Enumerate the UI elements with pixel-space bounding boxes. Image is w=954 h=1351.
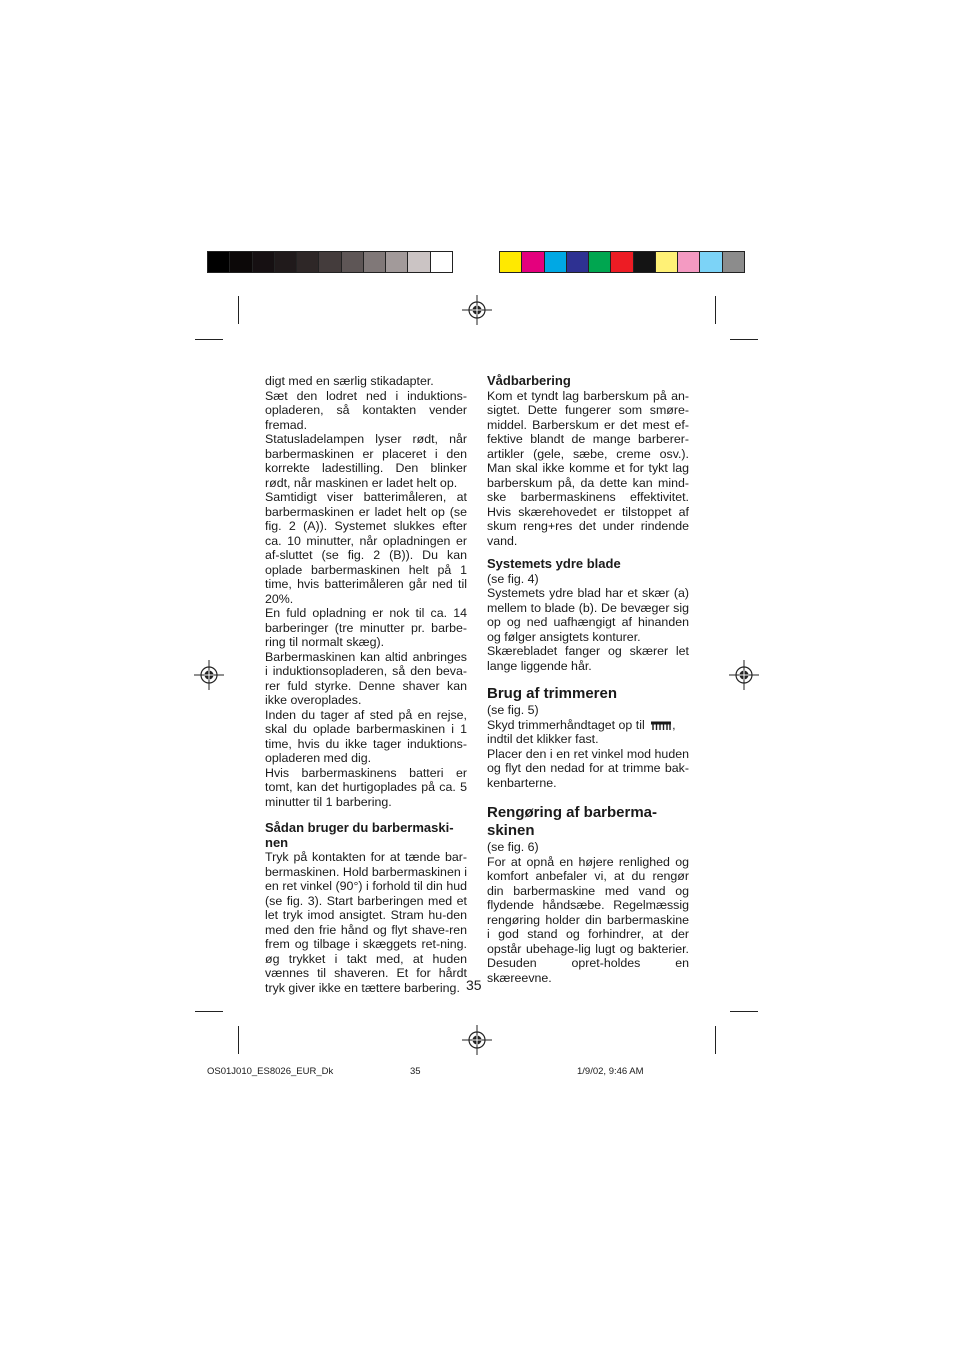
paragraph: Hvis barbermaskinens batteri er tomt, kan det hurtigoplades på ca. 5 minutter til 1 barbering. [265, 765, 467, 809]
paragraph: Systemets ydre blad har et skær (a) mellem to blade (b). De bevæger sig op og ned uafhængigt af hinanden og følger ansigtets konturer. [487, 586, 689, 644]
color-swatch [230, 252, 252, 272]
color-swatch [700, 252, 722, 272]
footer-page: 35 [410, 1066, 421, 1077]
paragraph: Statusladelampen lyser rødt, når barbermaskinen er placeret i den korrekte ladestilling. Den blinker rødt, når maskinen er ladet helt op. [265, 432, 467, 490]
trimmer-symbol-icon [650, 721, 672, 730]
color-control-bar [499, 251, 745, 273]
section-heading-outer-blades: Systemets ydre blade [487, 556, 621, 571]
color-swatch [431, 252, 452, 272]
paragraph: digt med en særlig stikadapter. [265, 374, 434, 388]
color-swatch [500, 252, 522, 272]
color-swatch [678, 252, 700, 272]
crop-mark [730, 1011, 758, 1012]
color-swatch [208, 252, 230, 272]
paragraph: Tryk på kontakten for at tænde bar-bermaskinen. Hold barbermaskinen i en ret vinkel (90°) i forhold til din hud (se fig. 3). Start barberingen med et let tryk imod ansigtet. Stram hu-den med den frie hånd og flyt shave-ren frem og tilbage i skæggets ret-ning. øg trykket i takt med, at huden vænnes til shaveren. Et for hårdt tryk giver ikke en tættere barbering. [265, 850, 467, 995]
figure-reference: (se fig. 5) [487, 703, 539, 717]
registration-mark-icon [194, 660, 224, 690]
figure-reference: (se fig. 4) [487, 571, 539, 586]
right-text-column [487, 374, 689, 985]
paragraph: Kom et tyndt lag barberskum på an-sigtet. Dette fungerer som smøre-middel. Barberskum er det mest ef-fektive blandt de mange barberer-artikler (gele, sæbe, creme osv.). Man skal ikke komme et for tykt lag barberskum på, da dette kan mind-ske barbermaskinens effektivitet. Hvis skærehovedet er tilstoppet af skum reng+res det under rindende vand. [487, 388, 689, 548]
crop-mark [715, 296, 716, 324]
paragraph: Inden du tager af sted på en rejse, skal du oplade barbermaskinen i 1 time, hvis du ikke tager induktions-opladeren med dig. [265, 707, 467, 765]
crop-mark [730, 339, 758, 340]
color-swatch [253, 252, 275, 272]
figure-reference: (se fig. 6) [487, 840, 539, 854]
color-swatch [319, 252, 341, 272]
paragraph: Barbermaskinen kan altid anbringes i induktionsopladeren, så den beva-rer fuld styrke. Denne shaver kan ikke overoplades. [265, 649, 467, 707]
color-swatch [386, 252, 408, 272]
section-heading-trimmer: Brug af trimmeren [487, 685, 618, 702]
grayscale-control-bar [207, 251, 453, 273]
color-swatch [634, 252, 656, 272]
footer-timestamp: 1/9/02, 9:46 AM [577, 1066, 644, 1077]
crop-mark [195, 1011, 223, 1012]
page-number: 35 [466, 977, 482, 993]
left-text-column [265, 374, 467, 995]
registration-mark-icon [729, 660, 759, 690]
color-swatch [275, 252, 297, 272]
crop-mark [238, 1026, 239, 1054]
paragraph: En fuld opladning er nok til ca. 14 barberinger (tre minutter pr. barbe-ring til normalt skæg). [265, 606, 467, 649]
color-swatch [656, 252, 678, 272]
color-swatch [364, 252, 386, 272]
color-swatch [342, 252, 364, 272]
color-swatch [723, 252, 744, 272]
crop-mark [195, 339, 223, 340]
color-swatch [545, 252, 567, 272]
text-segment: Skyd trimmerhåndtaget op til [487, 717, 649, 732]
paragraph: For at opnå en højere renlighed og komfort anbefaler vi, at du rengør din barbermaskine med vand og flydende håndsæbe. Regelmæssig rengøring holder din barbermaskine i god stand og forhindrer, at der opstår ubehage-lig lugt og bakterier. Desuden opret-holdes en skæreevne. [487, 854, 689, 985]
text-segment: indtil det klikker fast. [487, 732, 599, 746]
color-swatch [611, 252, 633, 272]
paragraph: Samtidigt viser batterimåleren, at barbermaskinen er ladet helt op (se fig. 2 (A)). Systemet slukkes efter ca. 10 minutter, når opladningen er af-sluttet (se fig. 2 (B)). Du kan oplade barbermaskinen helt på 1 time, hvis batterimåleren går ned til 20%. [265, 490, 467, 606]
paragraph: Sæt den lodret ned i induktions-opladeren, så kontakten vender fremad. [265, 388, 467, 432]
section-heading-cleaning: Rengøring af barberma-skinen [487, 804, 658, 839]
footer-filename: OS01J010_ES8026_EUR_Dk [207, 1066, 334, 1077]
color-swatch [567, 252, 589, 272]
section-heading-usage: Sådan bruger du barbermaski-nen [265, 820, 454, 850]
paragraph: Skærebladet fanger og skærer let lange liggende hår. [487, 644, 689, 673]
text-segment: , [672, 717, 676, 732]
paragraph [487, 718, 689, 747]
color-swatch [408, 252, 430, 272]
section-heading-wet-shaving: Vådbarbering [487, 373, 571, 388]
color-swatch [589, 252, 611, 272]
registration-mark-icon [462, 1025, 492, 1055]
color-swatch [522, 252, 544, 272]
paragraph: Placer den i en ret vinkel mod huden og flyt den nedad for at trimme bak-kenbarterne. [487, 746, 689, 790]
color-swatch [297, 252, 319, 272]
crop-mark [238, 296, 239, 324]
crop-mark [715, 1026, 716, 1054]
registration-mark-icon [462, 295, 492, 325]
